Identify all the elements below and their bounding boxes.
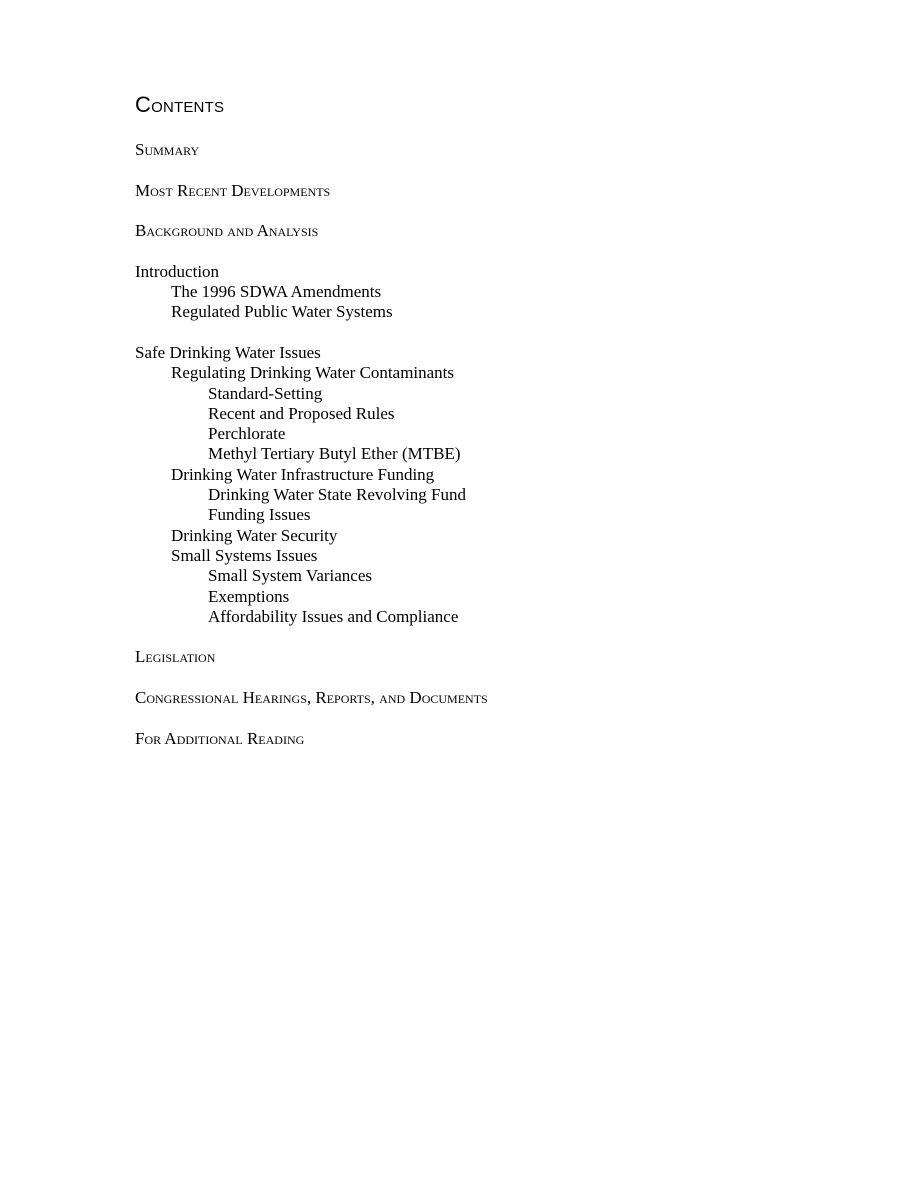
toc-spacer bbox=[135, 708, 488, 728]
toc-entry-congressional-hearings: Congressional Hearings, Reports, and Documents bbox=[135, 688, 488, 708]
toc-entry-mtbe: Methyl Tertiary Butyl Ether (MTBE) bbox=[208, 444, 461, 464]
toc-entry-safe-drinking-water-issues: Safe Drinking Water Issues bbox=[135, 342, 321, 362]
toc-entry-funding-issues: Funding Issues bbox=[208, 505, 311, 525]
toc-entry-summary: Summary bbox=[135, 140, 200, 159]
toc-entry-regulating-contaminants: Regulating Drinking Water Contaminants bbox=[171, 363, 455, 383]
toc-spacer bbox=[135, 627, 488, 647]
toc-spacer bbox=[135, 160, 488, 180]
toc-entry-legislation: Legislation bbox=[135, 647, 216, 667]
toc-spacer bbox=[135, 241, 488, 261]
toc-entry-introduction: Introduction bbox=[135, 261, 220, 281]
toc-spacer bbox=[135, 201, 488, 221]
toc-entry-sdwa-amendments: The 1996 SDWA Amendments bbox=[171, 282, 382, 302]
toc-entry-regulated-public-water-systems: Regulated Public Water Systems bbox=[171, 302, 393, 322]
table-of-contents bbox=[135, 140, 488, 749]
toc-entry-recent-proposed-rules: Recent and Proposed Rules bbox=[208, 403, 395, 423]
contents-title: Contents bbox=[135, 92, 225, 117]
toc-spacer bbox=[135, 323, 488, 343]
toc-entry-drinking-water-security: Drinking Water Security bbox=[171, 525, 338, 545]
toc-entry-affordability-compliance: Affordability Issues and Compliance bbox=[208, 606, 459, 626]
toc-entry-standard-setting: Standard-Setting bbox=[208, 383, 323, 403]
toc-entry-additional-reading: For Additional Reading bbox=[135, 728, 305, 748]
toc-spacer bbox=[135, 668, 488, 688]
toc-entry-perchlorate: Perchlorate bbox=[208, 424, 286, 444]
toc-entry-small-system-variances: Small System Variances bbox=[208, 566, 372, 586]
toc-entry-small-systems-issues: Small Systems Issues bbox=[171, 545, 318, 565]
toc-entry-most-recent-developments: Most Recent Developments bbox=[135, 180, 331, 200]
toc-entry-infrastructure-funding: Drinking Water Infrastructure Funding bbox=[171, 464, 435, 484]
toc-entry-exemptions: Exemptions bbox=[208, 586, 290, 606]
toc-entry-background-and-analysis: Background and Analysis bbox=[135, 221, 319, 241]
toc-entry-state-revolving-fund: Drinking Water State Revolving Fund bbox=[208, 485, 467, 505]
